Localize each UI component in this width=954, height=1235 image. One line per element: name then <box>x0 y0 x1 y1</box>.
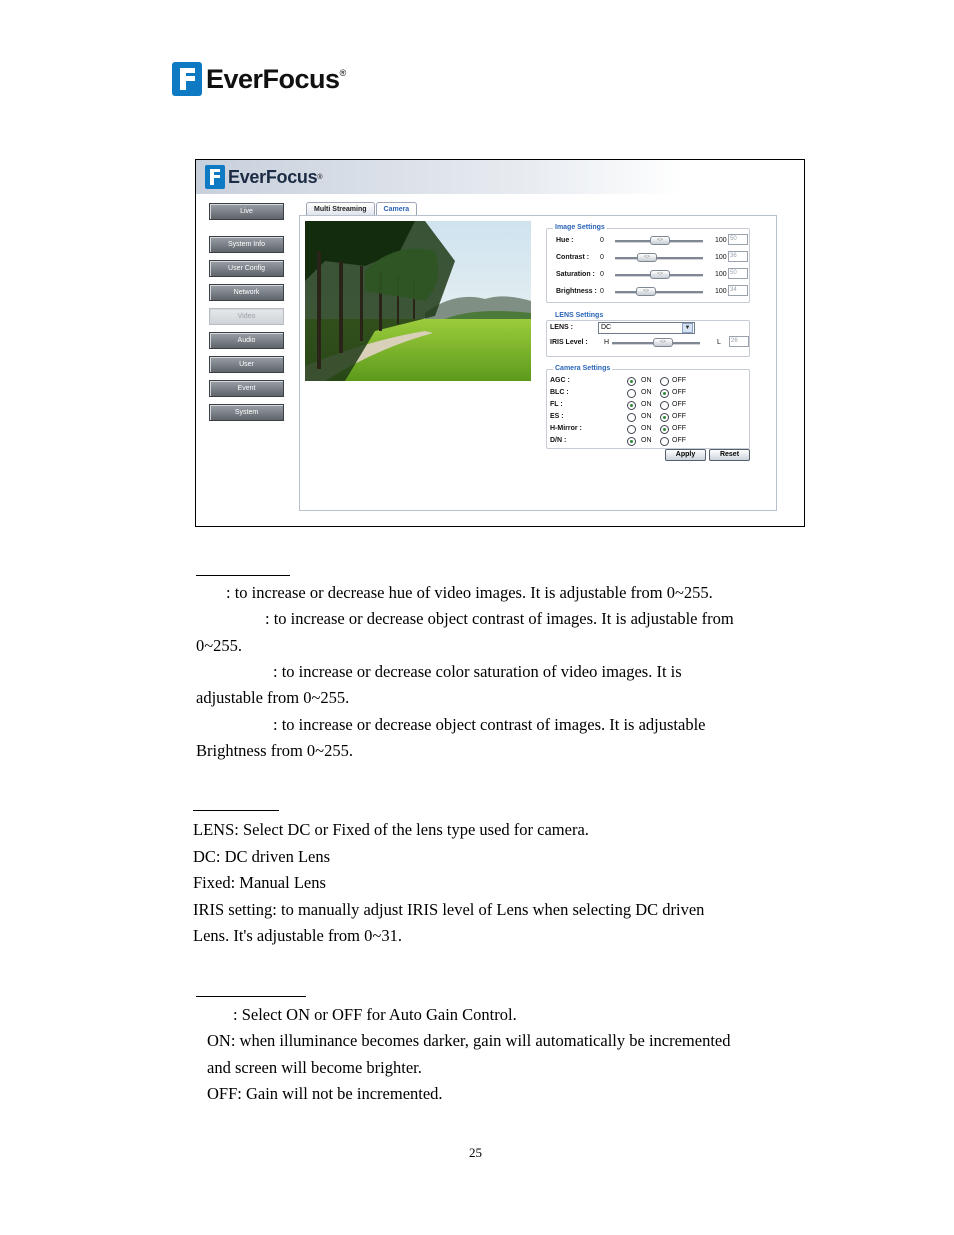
contrast-value-field[interactable]: 36 <box>728 251 748 262</box>
banner-logo <box>205 165 323 189</box>
lens-settings-legend: LENS Settings <box>555 312 604 319</box>
saturation-max: 100 <box>715 271 727 278</box>
chevron-down-icon[interactable]: ▼ <box>682 323 693 333</box>
saturation-min: 0 <box>600 271 604 278</box>
iris-description: IRIS setting: to manually adjust IRIS level of Lens when selecting DC driven <box>193 900 705 919</box>
hmirror-off-radio[interactable] <box>660 425 669 434</box>
brightness-description: : to increase or decrease object contrast of images. It is adjustable <box>273 715 706 734</box>
apply-button[interactable]: Apply <box>665 449 706 461</box>
brightness-slider-track[interactable] <box>615 291 703 294</box>
lens-label: LENS : <box>550 324 573 331</box>
hmirror-label: H-Mirror : <box>550 425 582 432</box>
es-off-radio[interactable] <box>660 413 669 422</box>
es-off-label: OFF <box>672 413 686 420</box>
agc-on-description: ON: when illuminance becomes darker, gain will automatically be incremented <box>207 1031 731 1050</box>
saturation-description-cont: adjustable from 0~255. <box>196 688 350 707</box>
iris-description-cont: Lens. It's adjustable from 0~31. <box>193 926 402 945</box>
contrast-label: Contrast : <box>556 254 590 261</box>
iris-low-label: L <box>717 339 721 346</box>
fl-label: FL : <box>550 401 563 408</box>
contrast-description: : to increase or decrease object contrast of images. It is adjustable from <box>265 609 734 628</box>
agc-off-description: OFF: Gain will not be incremented. <box>207 1084 443 1103</box>
hue-value-field[interactable]: 50 <box>728 234 748 245</box>
settings-tabs <box>306 202 418 216</box>
lens-description: LENS: Select DC or Fixed of the lens type used for camera. <box>193 820 589 839</box>
dn-off-label: OFF <box>672 437 686 444</box>
image-settings-legend: Image Settings <box>555 224 605 231</box>
tab-camera[interactable]: Camera <box>376 202 418 216</box>
agc-label: AGC : <box>550 377 570 384</box>
video-preview-image <box>305 221 531 381</box>
banner-registered: ® <box>317 173 323 181</box>
nav-network-button[interactable]: Network <box>209 284 284 301</box>
contrast-slider-track[interactable] <box>615 257 703 260</box>
es-on-label: ON <box>641 413 652 420</box>
nav-system-info-button[interactable]: System Info <box>209 236 284 253</box>
iris-high-label: H <box>604 339 610 346</box>
reset-button[interactable]: Reset <box>709 449 750 461</box>
contrast-min: 0 <box>600 254 604 261</box>
es-on-radio[interactable] <box>627 413 636 422</box>
fl-off-radio[interactable] <box>660 401 669 410</box>
banner-brand: EverFocus <box>228 166 318 187</box>
agc-description: : Select ON or OFF for Auto Gain Control. <box>233 1005 517 1024</box>
lens-settings-heading-underline <box>193 810 279 811</box>
iris-value-field[interactable]: 26 <box>729 336 749 347</box>
blc-off-radio[interactable] <box>660 389 669 398</box>
agc-on-radio[interactable] <box>627 377 636 386</box>
agc-off-label: OFF <box>672 377 686 384</box>
blc-off-label: OFF <box>672 389 686 396</box>
saturation-description: : to increase or decrease color saturation of video images. It is <box>273 662 682 681</box>
nav-video-button[interactable]: Video <box>209 308 284 325</box>
page-number: 25 <box>469 1145 482 1160</box>
web-banner <box>196 160 804 194</box>
agc-on-description-cont: and screen will become brighter. <box>207 1058 422 1077</box>
dc-description: DC: DC driven Lens <box>193 847 331 866</box>
saturation-value-field[interactable]: 50 <box>728 268 748 279</box>
everfocus-logo <box>172 60 346 98</box>
hmirror-on-radio[interactable] <box>627 425 636 434</box>
dn-on-label: ON <box>641 437 652 444</box>
saturation-slider-thumb[interactable]: <> <box>650 270 670 279</box>
everfocus-mark-icon <box>172 62 202 96</box>
nav-event-button[interactable]: Event <box>209 380 284 397</box>
brightness-description-cont: Brightness from 0~255. <box>196 741 353 760</box>
iris-slider-thumb[interactable]: <> <box>653 338 673 347</box>
es-label: ES : <box>550 413 564 420</box>
hmirror-on-label: ON <box>641 425 652 432</box>
fl-on-label: ON <box>641 401 652 408</box>
fl-on-radio[interactable] <box>627 401 636 410</box>
hmirror-off-label: OFF <box>672 425 686 432</box>
brightness-min: 0 <box>600 288 604 295</box>
logo-brand: EverFocus <box>206 63 340 94</box>
hue-max: 100 <box>715 237 727 244</box>
nav-system-button[interactable]: System <box>209 404 284 421</box>
nav-user-config-button[interactable]: User Config <box>209 260 284 277</box>
contrast-description-cont: 0~255. <box>196 636 243 655</box>
dn-label: D/N : <box>550 437 567 444</box>
brightness-max: 100 <box>715 288 727 295</box>
fl-off-label: OFF <box>672 401 686 408</box>
logo-registered: ® <box>339 68 347 78</box>
iris-level-label: IRIS Level : <box>550 339 588 346</box>
brightness-value-field[interactable]: 34 <box>728 285 748 296</box>
hue-label: Hue : <box>556 237 574 244</box>
brightness-label: Brightness : <box>556 288 597 295</box>
dn-off-radio[interactable] <box>660 437 669 446</box>
agc-off-radio[interactable] <box>660 377 669 386</box>
hue-slider-thumb[interactable]: <> <box>650 236 670 245</box>
blc-on-radio[interactable] <box>627 389 636 398</box>
brightness-slider-thumb[interactable]: <> <box>636 287 656 296</box>
tab-multi-streaming[interactable]: Multi Streaming <box>306 202 375 216</box>
camera-settings-heading-underline <box>196 996 306 997</box>
hue-min: 0 <box>600 237 604 244</box>
contrast-slider-thumb[interactable]: <> <box>637 253 657 262</box>
nav-user-button[interactable]: User <box>209 356 284 373</box>
saturation-label: Saturation : <box>556 271 595 278</box>
dn-on-radio[interactable] <box>627 437 636 446</box>
contrast-max: 100 <box>715 254 727 261</box>
nav-audio-button[interactable]: Audio <box>209 332 284 349</box>
hue-description: : to increase or decrease hue of video images. It is adjustable from 0~255. <box>226 583 713 602</box>
blc-on-label: ON <box>641 389 652 396</box>
camera-settings-legend: Camera Settings <box>555 365 611 372</box>
blc-label: BLC : <box>550 389 569 396</box>
agc-on-label: ON <box>641 377 652 384</box>
fixed-description: Fixed: Manual Lens <box>193 873 326 892</box>
camera-settings-screenshot <box>195 159 805 527</box>
image-settings-heading-underline <box>196 575 290 576</box>
banner-mark-icon <box>205 165 225 189</box>
lens-select[interactable]: DC <box>598 322 695 334</box>
nav-live-button[interactable]: Live <box>209 203 284 220</box>
